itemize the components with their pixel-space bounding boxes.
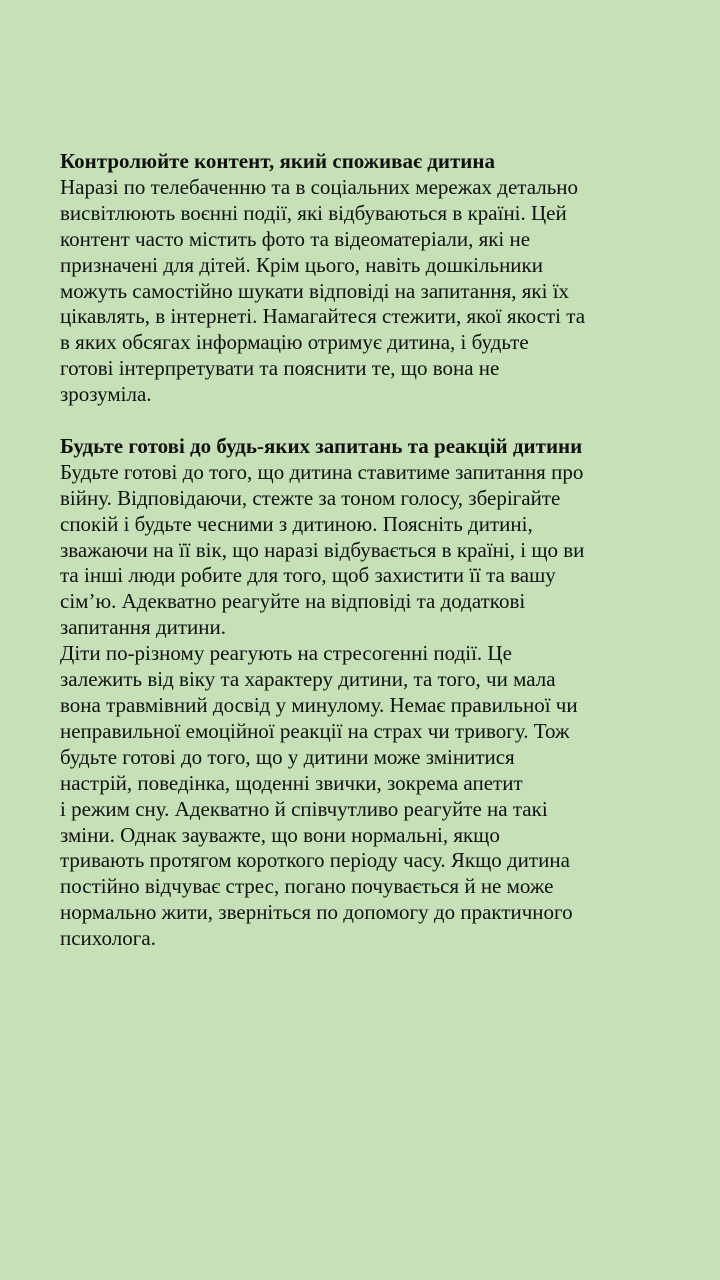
text-line: тривають протягом короткого періоду часу. Якщо дитина <box>60 848 570 873</box>
text-line: висвітлюють воєнні події, які відбуваються в країні. Цей <box>60 200 567 225</box>
text-line: Діти по-різному реагують на стресогенні події. Це <box>60 641 512 666</box>
section-be-ready <box>60 434 680 952</box>
document-body <box>60 149 680 952</box>
text-line: запитання дитини. <box>60 615 227 640</box>
text-line: зміни. Однак зауважте, що вони нормальні, якщо <box>60 822 500 847</box>
text-line: сім’ю. Адекватно реагуйте на відповіді та додаткові <box>60 589 526 614</box>
text-line: зважаючи на її вік, що наразі відбувається в країні, і що ви <box>60 537 585 562</box>
text-line: залежить від віку та характеру дитини, та того, чи мала <box>60 667 556 692</box>
text-line: в яких обсягах інформацію отримує дитина, і будьте <box>60 330 529 355</box>
text-line: війну. Відповідаючи, стежте за тоном голосу, зберігайте <box>60 485 561 510</box>
section-paragraph <box>60 460 680 952</box>
text-line: настрій, поведінка, щоденні звички, зокрема апетит <box>60 770 523 795</box>
section-paragraph <box>60 175 680 408</box>
text-line: призначені для дітей. Крім цього, навіть дошкільники <box>60 252 543 277</box>
text-line: Будьте готові до того, що дитина ставитиме запитання про <box>60 459 584 484</box>
text-line: вона травмівний досвід у минулому. Немає правильної чи <box>60 693 578 718</box>
section-title: Будьте готові до будь-яких запитань та реакцій дитини <box>60 433 583 458</box>
text-line: психолога. <box>60 926 156 951</box>
text-line: нормально жити, зверніться по допомогу до практичного <box>60 900 573 925</box>
text-line: контент часто містить фото та відеоматеріали, які не <box>60 226 531 251</box>
text-line: і режим сну. Адекватно й співчутливо реагуйте на такі <box>60 796 548 821</box>
text-line: постійно відчуває стрес, погано почувається й не може <box>60 874 554 899</box>
text-line: будьте готові до того, що у дитини може змінитися <box>60 744 515 769</box>
text-line: Наразі по телебаченню та в соціальних мережах детально <box>60 174 579 199</box>
section-control-content <box>60 149 680 408</box>
text-line: зрозуміла. <box>60 382 152 407</box>
text-line: можуть самостійно шукати відповіді на запитання, які їх <box>60 278 570 303</box>
text-line: неправильної емоційної реакції на страх чи тривогу. Тож <box>60 718 570 743</box>
text-line: готові інтерпретувати та пояснити те, що вона не <box>60 356 500 381</box>
section-title: Контролюйте контент, який споживає дитина <box>60 149 496 173</box>
text-line: спокій і будьте чесними з дитиною. Поясніть дитині, <box>60 511 533 536</box>
section-spacer <box>60 408 680 434</box>
text-line: та інші люди робите для того, щоб захистити її та вашу <box>60 563 556 588</box>
text-line: цікавлять, в інтернеті. Намагайтеся стежити, якої якості та <box>60 304 586 329</box>
